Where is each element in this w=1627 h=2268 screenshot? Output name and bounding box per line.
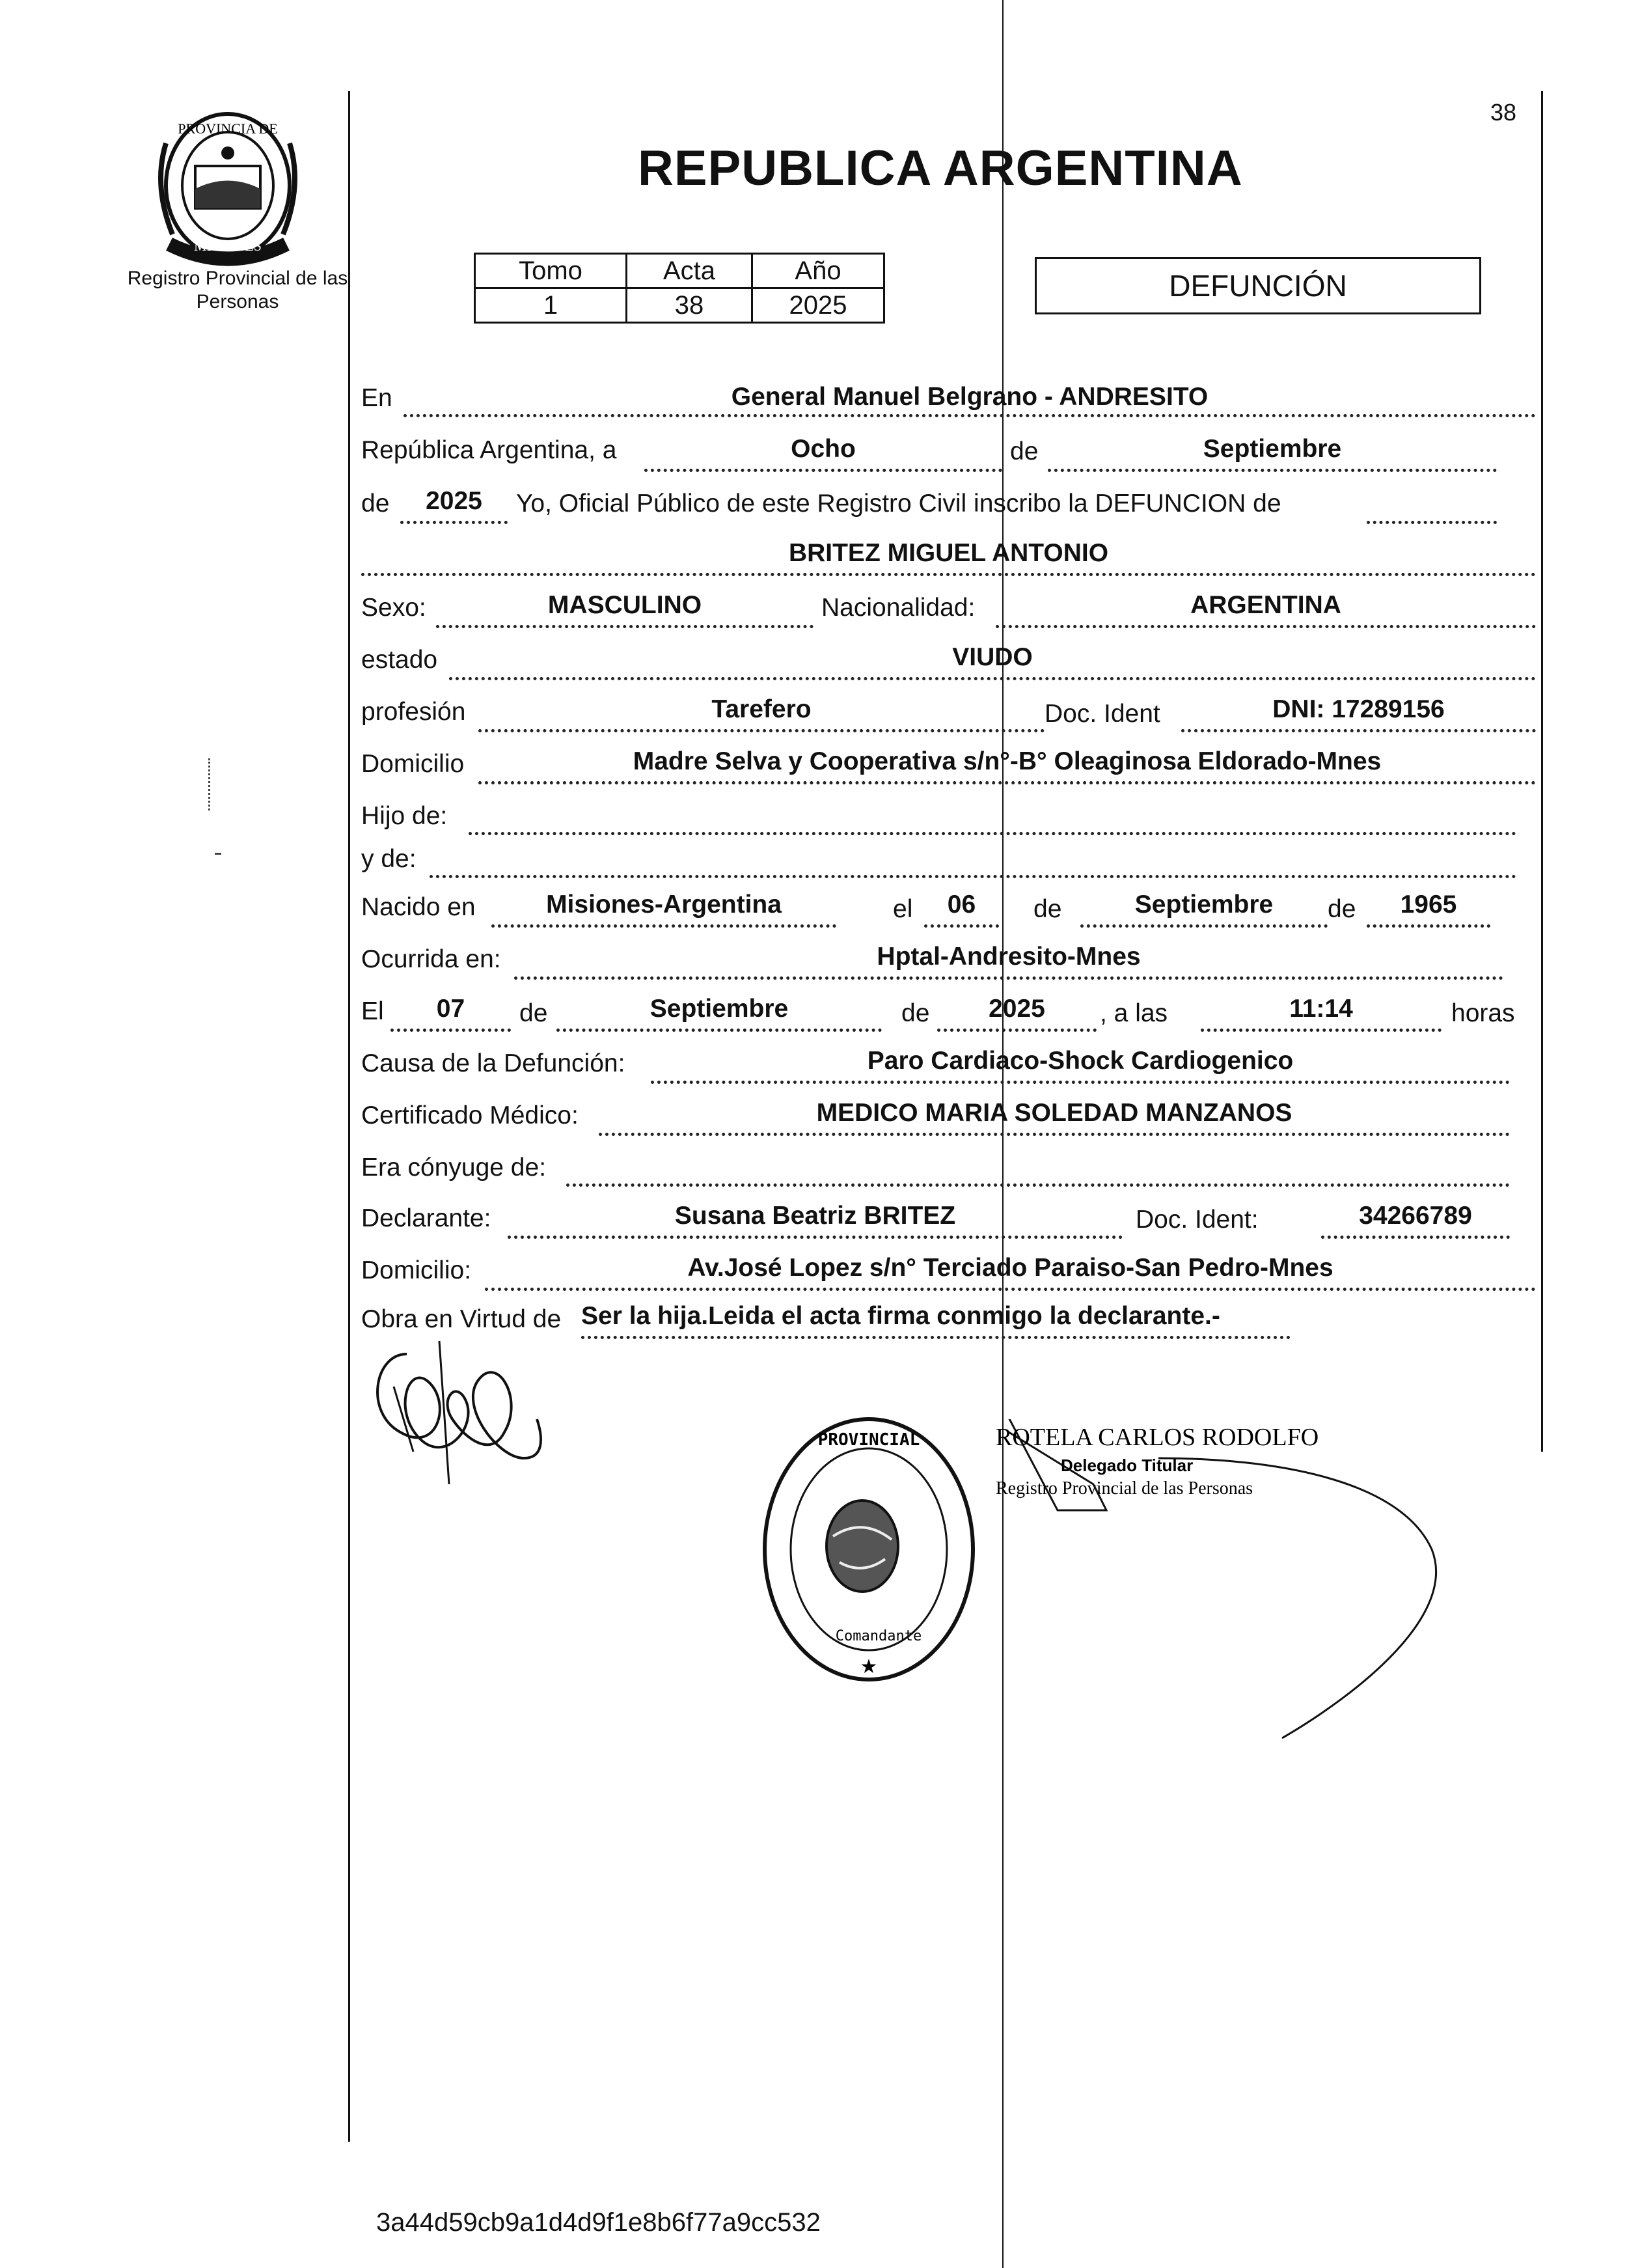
domicilio-decl-value: Av.José Lopez s/n° Terciado Paraiso-San Pedro-Mnes [687,1254,1333,1282]
dotted-line [1080,924,1328,928]
tomo-acta-anio-table [474,253,885,324]
day-word-value: Ocho [791,435,856,463]
dotted-line [1321,1236,1510,1239]
acta-header: Acta [627,254,752,288]
officer-role: Delegado Titular [1061,1456,1194,1475]
causa-label: Causa de la Defunción: [361,1049,625,1077]
de-label: de [1328,895,1356,923]
death-day-value: 07 [436,995,465,1023]
document-hash: 3a44d59cb9a1d4d9f1e8b6f77a9cc532 [376,2208,821,2237]
de-label: de [1010,437,1039,465]
y-de-label: y de: [361,845,417,873]
svg-text:MISIONES: MISIONES [194,238,262,254]
anio-value: 2025 [752,288,884,323]
declarant-signature [368,1328,550,1484]
dotted-line [599,1133,1510,1136]
svg-text:PROVINCIAL: PROVINCIAL [817,1430,920,1450]
ocurrida-label: Ocurrida en: [361,945,501,973]
document-type-box: DEFUNCIÓN [1035,257,1481,314]
nacido-en-label: Nacido en [361,893,476,921]
sexo-label: Sexo: [361,594,426,622]
scan-artifact [215,853,221,855]
page-title: REPUBLICA ARGENTINA [638,141,1243,196]
dotted-line [508,1236,1123,1239]
registry-label: Registro Provincial de las Personas [127,268,348,312]
officer-signature-block [996,1419,1484,1758]
conyuge-label: Era cónyuge de: [361,1154,547,1182]
dotted-line [436,625,814,628]
deceased-name-value: BRITEZ MIGUEL ANTONIO [788,539,1109,567]
tomo-value: 1 [475,288,627,323]
a-las-label: , a las [1100,999,1168,1027]
scan-artifact [208,758,212,810]
dotted-line [556,1029,882,1032]
dotted-line [1048,469,1497,472]
dotted-line [937,1029,1097,1032]
profesion-value: Tarefero [711,695,812,723]
certificado-label: Certificado Médico: [361,1101,579,1129]
place-value: General Manuel Belgrano - ANDRESITO [731,383,1209,411]
svg-text:Comandante: Comandante [835,1628,922,1644]
declarante-label: Declarante: [361,1204,491,1232]
estado-label: estado [361,646,438,674]
obra-value: Ser la hija.Leida el acta firma conmigo la declarante.- [581,1302,1220,1330]
dotted-line [566,1183,1510,1187]
de-label: de [1033,895,1062,923]
officer-registry: Registro Provincial de las Personas [996,1478,1253,1499]
de-label: de [901,999,930,1027]
doc-ident-label: Doc. Ident [1045,700,1160,728]
nacionalidad-label: Nacionalidad: [821,594,976,622]
de-label: de [519,999,548,1027]
el-label: el [893,895,913,923]
dotted-line [478,729,1045,732]
dotted-line [449,677,1536,680]
officer-name: ROTELA CARLOS RODOLFO [996,1424,1319,1451]
en-label: En [361,384,392,412]
svg-text:PROVINCIA DE: PROVINCIA DE [178,120,278,137]
domicilio-label: Domicilio [361,750,465,778]
dotted-line [361,573,1536,576]
province-seal-icon [146,104,309,267]
acta-value: 38 [627,288,752,323]
causa-value: Paro Cardiaco-Shock Cardiogenico [867,1047,1294,1075]
ocurrida-value: Hptal-Andresito-Mnes [877,943,1141,971]
doc-ident-value: DNI: 17289156 [1272,695,1445,723]
dotted-line [1367,924,1490,928]
dotted-line [996,625,1536,628]
anio-header: Año [752,254,884,288]
dotted-line [485,1288,1536,1291]
estado-value: VIUDO [952,643,1033,671]
dotted-line [430,875,1516,878]
domicilio-value: Madre Selva y Cooperativa s/n°-B° Oleaginosa Eldorado-Mnes [633,747,1382,775]
official-stamp [748,1400,989,1699]
dotted-line [644,469,1002,472]
dotted-line [403,414,1536,417]
el-label: El [361,997,384,1025]
right-margin-rule [1541,91,1543,1452]
nacionalidad-value: ARGENTINA [1190,591,1341,619]
republica-label: República Argentina, a [361,436,617,464]
horas-label: horas [1451,999,1515,1027]
hijo-de-label: Hijo de: [361,802,448,830]
death-year-value: 2025 [989,995,1045,1023]
certificado-value: MEDICO MARIA SOLEDAD MANZANOS [816,1099,1292,1127]
domicilio-decl-label: Domicilio: [361,1256,472,1284]
svg-text:★: ★ [860,1656,878,1678]
doc-ident-decl-label: Doc. Ident: [1136,1206,1259,1234]
dotted-line [514,976,1503,980]
month-value: Septiembre [1203,435,1342,463]
dotted-line [400,521,508,524]
profesion-label: profesión [361,698,466,726]
declarante-value: Susana Beatriz BRITEZ [674,1202,956,1230]
page-number: 38 [1490,99,1517,126]
nacido-en-value: Misiones-Argentina [546,891,782,919]
dotted-line [1181,729,1536,732]
tomo-header: Tomo [475,254,627,288]
sexo-value: MASCULINO [547,591,702,619]
dotted-line [1367,521,1497,524]
de-label: de [361,490,390,518]
death-time-value: 11:14 [1289,995,1353,1023]
year-value: 2025 [426,487,482,515]
dotted-line [491,924,836,928]
dotted-line [1201,1029,1442,1032]
intro-text: Yo, Oficial Público de este Registro Civil inscribo la DEFUNCION de [516,490,1281,518]
birth-year-value: 1965 [1400,891,1457,919]
dotted-line [924,924,999,928]
doc-ident-decl-value: 34266789 [1359,1202,1472,1230]
dotted-line [469,832,1516,835]
death-month-value: Septiembre [649,995,789,1023]
obra-label: Obra en Virtud de [361,1305,562,1333]
dotted-line [390,1029,511,1032]
birth-day-value: 06 [947,891,976,919]
birth-month-value: Septiembre [1134,891,1274,919]
dotted-line [478,781,1536,784]
dotted-line [581,1336,1291,1339]
left-margin-rule [348,91,350,2142]
dotted-line [651,1081,1510,1084]
